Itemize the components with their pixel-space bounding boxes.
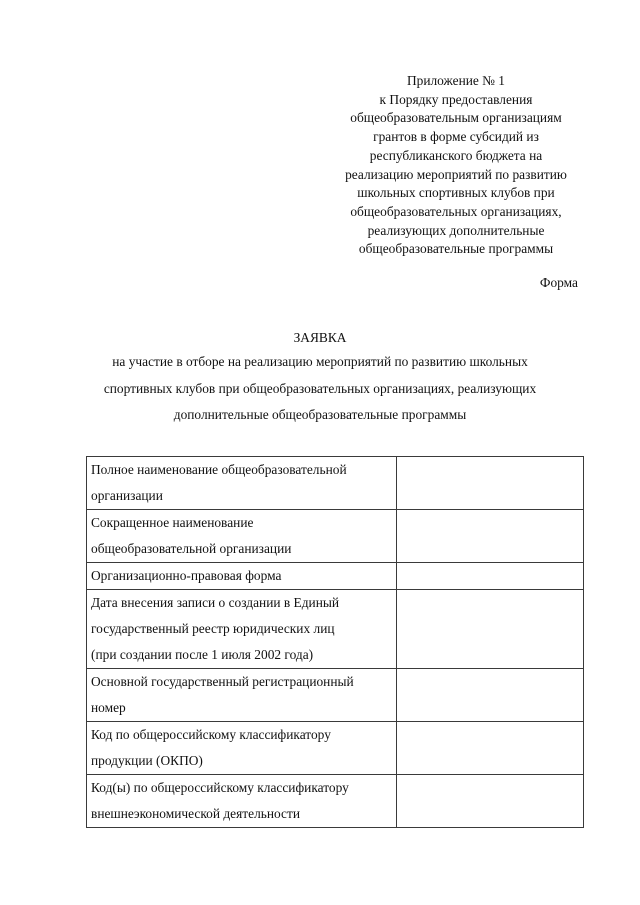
- row-label: [87, 722, 397, 775]
- row-label-line: номер: [91, 700, 126, 715]
- row-label: [87, 669, 397, 722]
- document-subtitle: [40, 349, 600, 429]
- table-row: [87, 722, 584, 775]
- form-label: Форма: [539, 275, 578, 290]
- table-row: [87, 510, 584, 563]
- table-row: [87, 590, 584, 669]
- row-value-field[interactable]: [397, 669, 584, 722]
- row-label-line: Основной государственный регистрационный: [91, 674, 354, 689]
- row-value-field[interactable]: [397, 722, 584, 775]
- row-label-line: Дата внесения записи о создании в Единый: [91, 595, 340, 610]
- appendix-line: школьных спортивных клубов при: [357, 185, 555, 201]
- row-label: [87, 510, 397, 563]
- appendix-line: к Порядку предоставления: [379, 91, 533, 107]
- subtitle-line: спортивных клубов при общеобразовательных организациях, реализующих: [103, 380, 537, 396]
- row-value-field[interactable]: [397, 563, 584, 590]
- row-label: [87, 563, 397, 590]
- row-label-line: Сокращенное наименование: [91, 515, 254, 530]
- table-row: [87, 563, 584, 590]
- row-value-field[interactable]: [397, 457, 584, 510]
- appendix-line: реализацию мероприятий по развитию: [345, 166, 567, 182]
- appendix-line: общеобразовательным организациям: [350, 110, 562, 126]
- row-label: [87, 457, 397, 510]
- row-label-line: Организационно-правовая форма: [91, 568, 282, 583]
- subtitle-line: на участие в отборе на реализацию мероприятий по развитию школьных: [112, 354, 528, 369]
- appendix-line: общеобразовательных организациях,: [350, 203, 562, 219]
- row-value-field[interactable]: [397, 510, 584, 563]
- row-label-line: организации: [91, 488, 163, 503]
- row-label-line: (при создании после 1 июля 2002 года): [91, 647, 314, 662]
- row-label-line: продукции (ОКПО): [91, 753, 203, 768]
- row-label-line: внешнеэкономической деятельности: [91, 806, 301, 821]
- row-value-field[interactable]: [397, 590, 584, 669]
- appendix-line: республиканского бюджета на: [369, 147, 543, 163]
- row-label: [87, 590, 397, 669]
- appendix-line: общеобразовательные программы: [358, 241, 554, 257]
- row-label-line: Полное наименование общеобразовательной: [91, 462, 347, 477]
- row-value-field[interactable]: [397, 775, 584, 828]
- table-row: [87, 457, 584, 510]
- document-title: ЗАЯВКА: [293, 330, 347, 345]
- row-label-line: Код(ы) по общероссийскому классификатору: [91, 780, 349, 795]
- row-label-line: государственный реестр юридических лиц: [91, 621, 335, 636]
- appendix-line: грантов в форме субсидий из: [373, 129, 539, 145]
- row-label-line: Код по общероссийскому классификатору: [91, 727, 331, 742]
- subtitle-line: дополнительные общеобразовательные программы: [173, 407, 467, 422]
- appendix-line: реализующих дополнительные: [367, 222, 545, 238]
- appendix-line: Приложение № 1: [406, 73, 506, 88]
- appendix-header: [300, 72, 612, 259]
- organization-info-table: [86, 456, 584, 828]
- row-label: [87, 775, 397, 828]
- table-row: [87, 775, 584, 828]
- table-row: [87, 669, 584, 722]
- row-label-line: общеобразовательной организации: [91, 541, 292, 556]
